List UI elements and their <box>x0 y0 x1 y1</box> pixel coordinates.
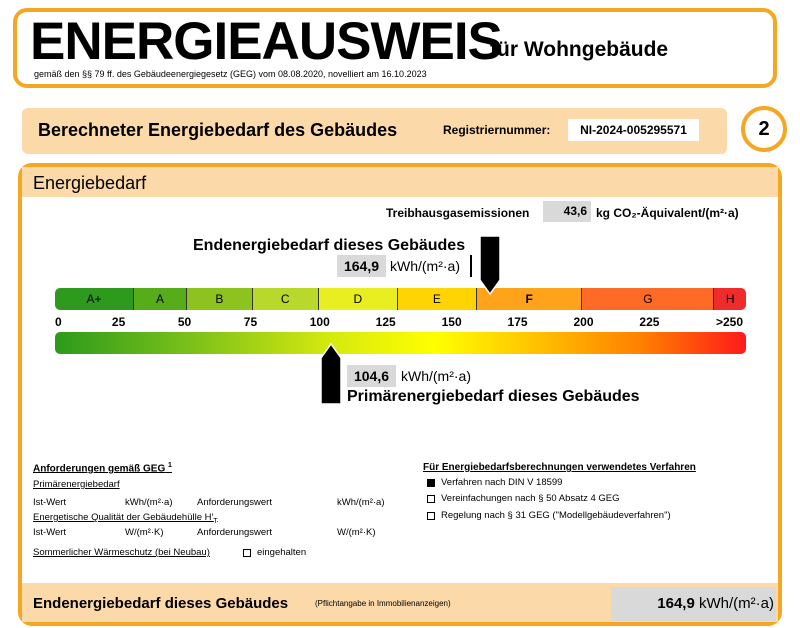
registry-label: Registriernummer: <box>443 123 551 137</box>
summer-protection-checkbox[interactable] <box>243 549 251 557</box>
document-title: ENERGIEAUSWEIS <box>30 12 502 71</box>
end-energy-value: 164,9 <box>337 255 386 277</box>
scale-tick-label: 125 <box>375 315 396 329</box>
energy-class-h: H <box>714 288 746 310</box>
envelope-quality-heading: Energetische Qualität der Gebäudehülle $H'_T$ <box>33 512 218 525</box>
energy-class-f: F <box>477 288 582 310</box>
primary-actual-label: Ist-Wert <box>33 497 67 508</box>
summer-protection-check-label: eingehalten <box>257 547 307 558</box>
primary-energy-label: Primärenergiebedarf dieses Gebäudes <box>347 388 640 405</box>
ghg-label: Treibhausgasemissionen <box>386 206 530 220</box>
scale-tick-label: 225 <box>639 315 660 329</box>
end-energy-separator <box>470 255 472 277</box>
legal-basis: gemäß den §§ 79 ff. des Gebäudeenergiegesetz (GEG) vom 08.08.2020, novelliert am 16.10.2023 <box>34 69 427 79</box>
scale-tick-label: 175 <box>507 315 528 329</box>
primary-energy-unit: kWh/(m²·a) <box>401 368 471 384</box>
procedure-checkbox[interactable] <box>427 512 435 520</box>
scale-tick-label: 50 <box>177 315 192 329</box>
end-energy-unit: kWh/(m²·a) <box>390 258 460 274</box>
ghg-value: 43,6 <box>543 201 591 222</box>
energy-class-g: G <box>582 288 714 310</box>
primary-energy-value: 104,6 <box>347 365 396 387</box>
scale-tick-label: 200 <box>573 315 594 329</box>
primary-actual-unit: kWh/(m²·a) <box>125 497 173 508</box>
energy-class-e: E <box>398 288 477 310</box>
scale-tick-label: 100 <box>309 315 330 329</box>
footer-note: (Pflichtangabe in Immobilienanzeigen) <box>315 599 451 608</box>
summary-title: Berechneter Energiebedarf des Gebäudes <box>38 120 398 140</box>
primary-demand-heading: Primärenergiebedarf <box>33 479 120 490</box>
efficiency-class-scale <box>55 288 746 310</box>
envelope-actual-label: Ist-Wert <box>33 527 67 538</box>
procedure-title: Für Energiebedarfsberechnungen verwendetes Verfahren <box>423 462 696 473</box>
envelope-actual-unit: W/(m²·K) <box>125 527 164 538</box>
energy-class-b: B <box>187 288 253 310</box>
primary-energy-arrow-icon <box>319 342 343 404</box>
energy-class-d: D <box>319 288 398 310</box>
summer-protection-label: Sommerlicher Wärmeschutz (bei Neubau) <box>33 547 210 558</box>
end-energy-label: Endenergiebedarf dieses Gebäudes <box>193 237 466 254</box>
section-title: Energiebedarf <box>33 173 147 193</box>
procedure-option-label: Regelung nach § 31 GEG ("Modellgebäudeverfahren") <box>441 510 671 521</box>
energy-class-a-plus: A+ <box>55 288 134 310</box>
energy-gradient-bar <box>55 332 746 354</box>
primary-requirement-label: Anforderungswert <box>197 497 272 508</box>
footer-value: 164,9 kWh/(m²·a) <box>657 595 774 612</box>
procedure-option-label: Vereinfachungen nach § 50 Absatz 4 GEG <box>441 493 620 504</box>
envelope-requirement-label: Anforderungswert <box>197 527 272 538</box>
energy-class-c: C <box>253 288 319 310</box>
procedure-option-label: Verfahren nach DIN V 18599 <box>441 477 563 488</box>
procedure-checkbox[interactable] <box>427 479 435 487</box>
scale-tick-label: >250 <box>716 315 744 329</box>
scale-tick-label: 75 <box>243 315 258 329</box>
scale-tick-label: 0 <box>55 315 62 329</box>
registry-number: NI-2024-005295571 <box>568 119 699 141</box>
ghg-unit: kg CO₂-Äquivalent/(m²·a) <box>596 206 739 220</box>
primary-requirement-unit: kWh/(m²·a) <box>337 497 385 508</box>
page-number: 2 <box>741 106 787 152</box>
document-subtitle: für Wohngebäude <box>490 38 669 61</box>
end-energy-arrow-icon <box>478 236 502 298</box>
energy-class-a: A <box>134 288 187 310</box>
envelope-requirement-unit: W/(m²·K) <box>337 527 376 538</box>
requirements-title: Anforderungen gemäß GEG $^1$ <box>33 462 172 475</box>
footer-label: Endenergiebedarf dieses Gebäudes <box>33 595 289 612</box>
scale-tick-label: 150 <box>441 315 462 329</box>
scale-tick-label: 25 <box>111 315 126 329</box>
procedure-checkbox[interactable] <box>427 495 435 503</box>
